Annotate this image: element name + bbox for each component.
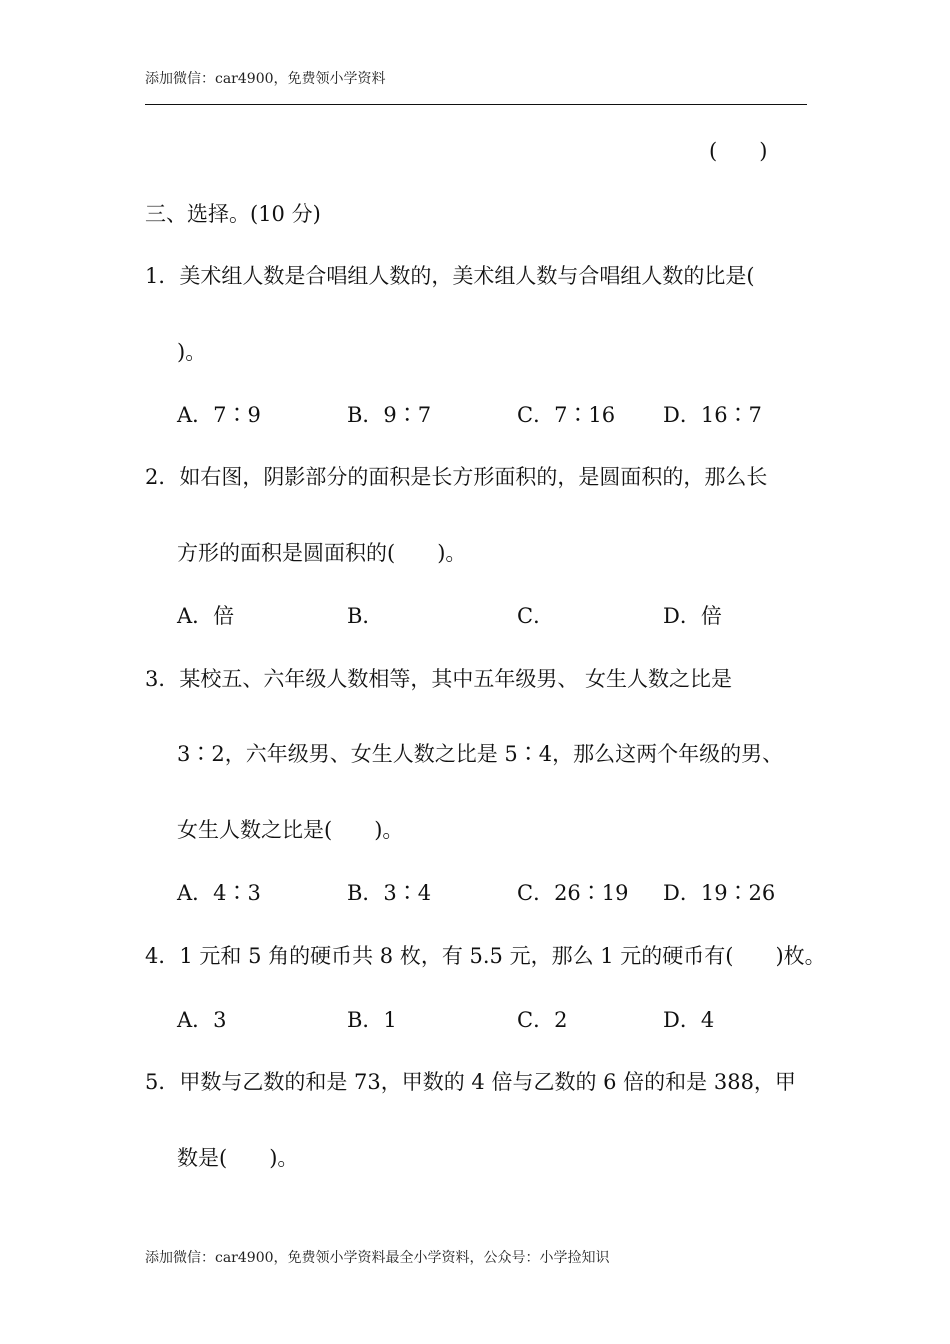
question-4-option-a: A．3 xyxy=(177,1008,227,1032)
question-4-line-1: 4．1 元和 5 角的硬币共 8 枚，有 5.5 元，那么 1 元的硬币有( )枚。 xyxy=(145,944,826,968)
question-3-option-b: B．3∶4 xyxy=(347,881,432,905)
question-2-option-d: D．倍 xyxy=(663,604,722,628)
page-header: 添加微信：car4900，免费领小学资料 xyxy=(145,71,386,87)
question-3-option-c: C．26∶19 xyxy=(517,881,629,905)
question-1-option-d: D．16∶7 xyxy=(663,403,762,427)
question-1-option-b: B．9∶7 xyxy=(347,403,432,427)
answer-blank: ( ) xyxy=(709,139,768,163)
question-4-option-b: B．1 xyxy=(347,1008,397,1032)
question-3-option-a: A．4∶3 xyxy=(177,881,261,905)
header-divider xyxy=(145,104,807,105)
question-3-line-1: 3．某校五、六年级人数相等，其中五年级男、 女生人数之比是 xyxy=(145,667,733,691)
question-4-option-d: D．4 xyxy=(663,1008,715,1032)
question-4-option-c: C．2 xyxy=(517,1008,568,1032)
question-2-line-1: 2．如右图，阴影部分的面积是长方形面积的，是圆面积的，那么长 xyxy=(145,465,768,489)
question-5-line-1: 5．甲数与乙数的和是 73，甲数的 4 倍与乙数的 6 倍的和是 388，甲 xyxy=(145,1070,796,1094)
question-2-option-b: B． xyxy=(347,604,384,628)
question-1-option-c: C．7∶16 xyxy=(517,403,616,427)
question-1-line-2: )。 xyxy=(177,340,207,364)
question-1-option-a: A．7∶9 xyxy=(177,403,261,427)
section-title: 三、选择。(10 分) xyxy=(145,202,321,226)
question-2-option-c: C． xyxy=(517,604,555,628)
question-3-line-3: 女生人数之比是( )。 xyxy=(177,818,404,842)
page-footer: 添加微信：car4900，免费领小学资料最全小学资料，公众号：小学捡知识 xyxy=(145,1250,610,1266)
question-2-line-2: 方形的面积是圆面积的( )。 xyxy=(177,541,467,565)
question-3-option-d: D．19∶26 xyxy=(663,881,776,905)
question-2-option-a: A．倍 xyxy=(177,604,235,628)
question-3-line-2: 3∶2，六年级男、女生人数之比是 5∶4，那么这两个年级的男、 xyxy=(177,742,784,766)
question-1-line-1: 1．美术组人数是合唱组人数的，美术组人数与合唱组人数的比是( xyxy=(145,264,755,288)
question-5-line-2: 数是( )。 xyxy=(177,1146,299,1170)
